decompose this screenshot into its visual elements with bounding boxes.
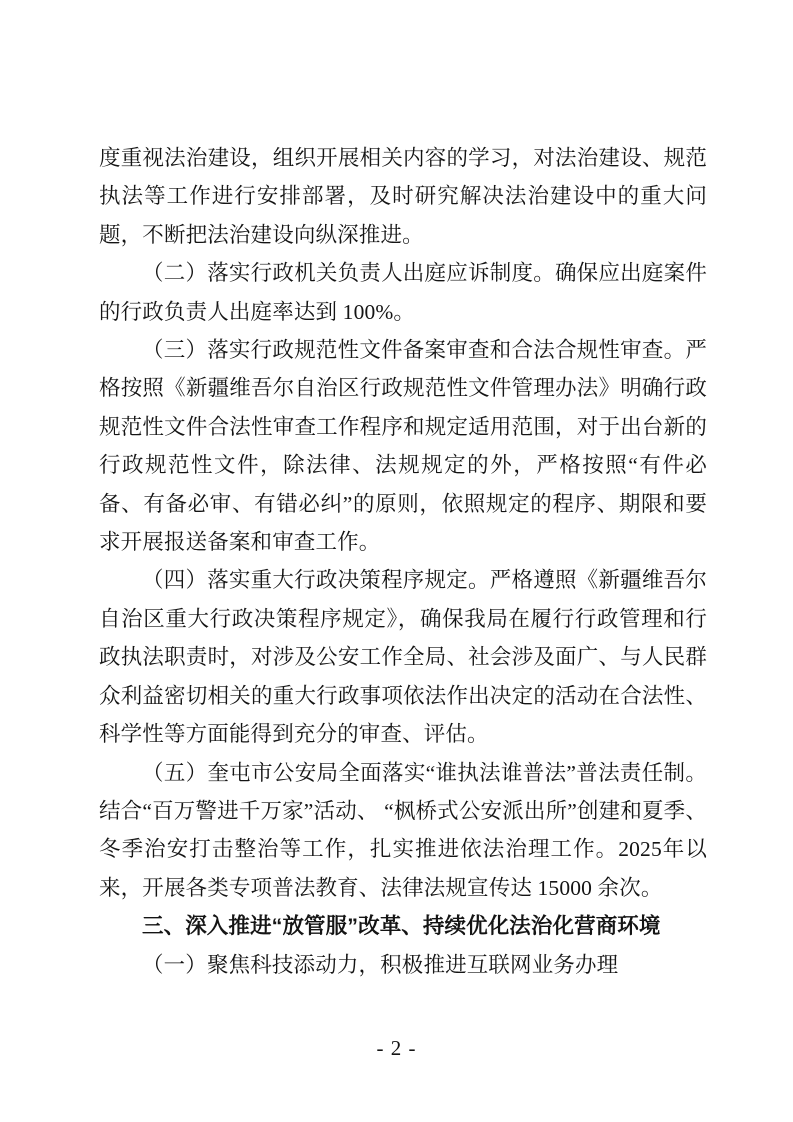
paragraph-item-2: （二）落实行政机关负责人出庭应诉制度。确保应出庭案件的行政负责人出庭率达到 100%。 bbox=[99, 261, 707, 324]
sub-section-heading: （一）聚焦科技添动力，积极推进互联网业务办理 bbox=[142, 952, 619, 977]
paragraph-item-4: （四）落实重大行政决策程序规定。严格遵照《新疆维吾尔自治区重大行政决策程序规定》，确保我局在履行行政管理和行政执法职责时，对涉及公安工作全局、社会涉及面广、与人民群众利益密切相关的重大行政事项依法作出决定的活动在合法性、科学性等方面能得到充分的审查、评估。 bbox=[99, 568, 707, 747]
section-heading: 三、深入推进“放管服”改革、持续优化法治化营商环境 bbox=[142, 914, 661, 939]
paragraph-item-5: （五）奎屯市公安局全面落实“谁执法谁普法”普法责任制。结合“百万警进千万家”活动、 “枫桥式公安派出所”创建和夏季、冬季治安打击整治等工作，扎实推进依法治理工作。2025年以来，开展各类专项普法教育、法律法规宣传达 15000 余次。 bbox=[99, 760, 707, 900]
paragraph-continuation: 度重视法治建设，组织开展相关内容的学习，对法治建设、规范执法等工作进行安排部署，及时研究解决法治建设中的重大问题，不断把法治建设向纵深推进。 bbox=[99, 146, 707, 247]
page-number: - 2 - bbox=[376, 1036, 417, 1060]
paragraph-item-3: （三）落实行政规范性文件备案审查和合法合规性审查。严格按照《新疆维吾尔自治区行政规范性文件管理办法》明确行政规范性文件合法性审查工作程序和规定适用范围，对于出台新的行政规范性文件，除法律、法规规定的外，严格按照“有件必备、有备必审、有错必纠”的原则，依照规定的程序、期限和要求开展报送备案和审查工作。 bbox=[99, 338, 707, 555]
document-body bbox=[99, 139, 707, 984]
